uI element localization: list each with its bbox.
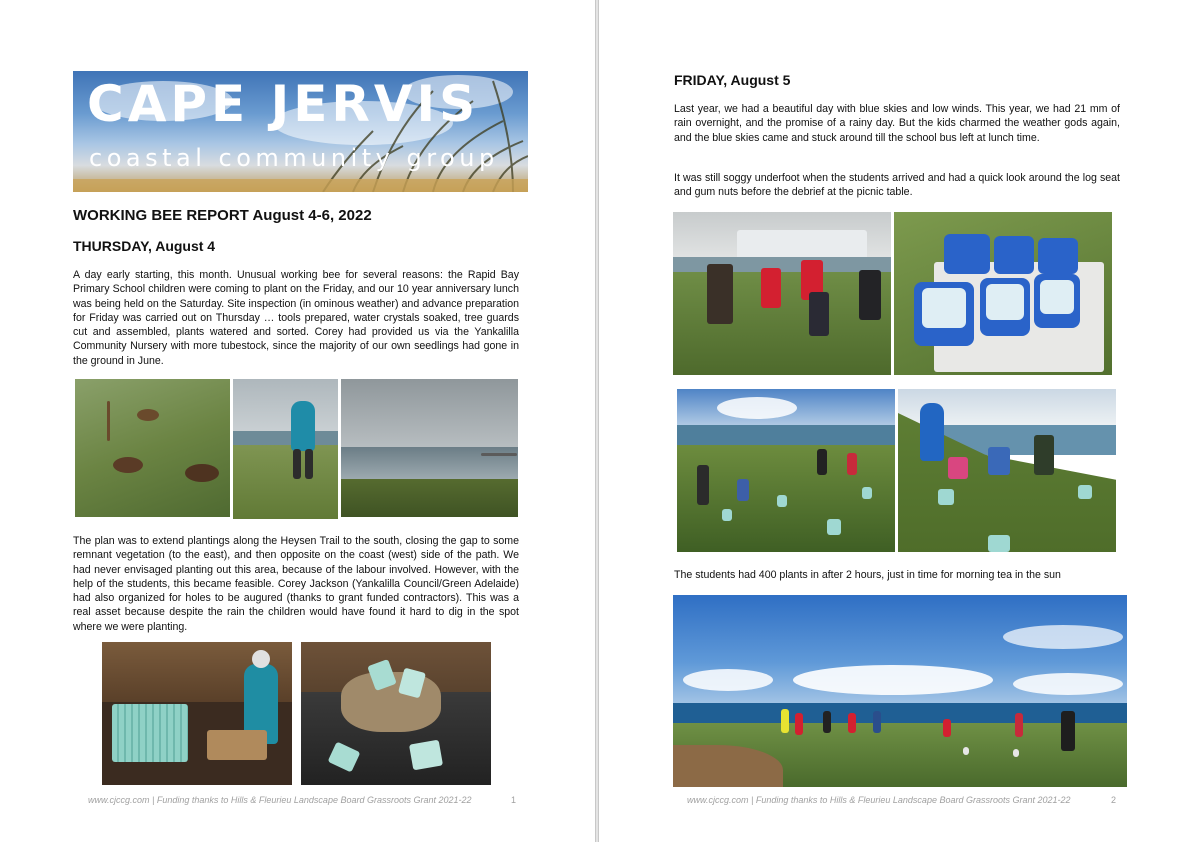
tree-guard (862, 487, 872, 499)
person-adult (1061, 711, 1075, 751)
student (847, 453, 857, 475)
photo-water-crystal-tubs (894, 212, 1112, 375)
water-crystals (1040, 280, 1074, 314)
report-title: WORKING BEE REPORT August 4-6, 2022 (73, 207, 372, 224)
page-1-footer: www.cjccg.com | Funding thanks to Hills & Fleurieu Landscape Board Grassroots Grant 2021-22 (88, 795, 472, 805)
student-dark-jacket (859, 270, 881, 320)
page-1-number: 1 (511, 795, 517, 805)
photo-group-morning-tea (673, 595, 1127, 787)
photo-students-arrive (673, 212, 891, 375)
student (795, 713, 803, 735)
student (823, 711, 831, 733)
thursday-heading: THURSDAY, August 4 (73, 238, 216, 254)
tree-guard (409, 740, 443, 771)
tree-guard (777, 495, 787, 507)
page-2-number: 2 (1111, 795, 1117, 805)
cloud (1003, 625, 1123, 649)
student-red-jacket (761, 268, 781, 308)
tree-guard (988, 535, 1010, 552)
jetty (481, 453, 517, 456)
person-leg (293, 449, 301, 479)
auger-hole (185, 464, 219, 482)
person-hat (252, 650, 270, 668)
tree-guard (963, 747, 969, 755)
marker-stake (107, 401, 110, 441)
person-hi-vis (781, 709, 789, 733)
cloud (793, 665, 993, 695)
person-adult (707, 264, 733, 324)
tree-guard (827, 519, 841, 535)
photo-grass (75, 379, 230, 517)
friday-heading: FRIDAY, August 5 (674, 72, 791, 88)
cape-jervis-banner (73, 71, 528, 192)
banner-title: CAPE JERVIS (87, 75, 480, 133)
photo-grass (341, 479, 518, 517)
photo-sea (677, 425, 895, 445)
auger-hole (113, 457, 143, 473)
person-leg (305, 449, 313, 479)
thursday-paragraph-1: A day early starting, this month. Unusual working bee for several reasons: the Rapid Bay Primary School children were coming to plant on the Friday, and our 10 year anniversary lunch was being held on the Saturday. Site inspection (in ominous weather) and advance preparation for Friday was carried out on Thursday … tools prepared, water crystals soaked, tree guards cut and assembled, plants watered and sorted. Corey had provided us via the Yankalilla Community Nursery with more tubestock, since the majority of our own seedlings had gone in the ground in June. (73, 269, 519, 367)
water-crystals (986, 284, 1024, 320)
friday-paragraph-1: Last year, we had a beautiful day with blue skies and low winds. This year, we had 21 mm of rain overnight, and the promise of a rainy day. But the kids charmed the weather gods again, and the blue skies came and stuck around till the school bus left at lunch time. (674, 103, 1120, 144)
cloud (717, 397, 797, 419)
photo-sea (233, 431, 338, 445)
student (848, 713, 856, 733)
student-pink-jacket (948, 457, 968, 479)
cloud (683, 669, 773, 691)
cloud (1013, 673, 1123, 695)
water-crystals (922, 288, 966, 328)
photo-sky (233, 379, 338, 439)
student (943, 719, 951, 737)
thursday-paragraph-2: The plan was to extend plantings along the Heysen Trail to the south, closing the gap to some remnant vegetation (to the east), and then opposite on the coast (west) side of the path. We had never envisaged planting out this area, because of the labour involved. However, with the help of the students, this became feasible. Corey Jackson (Yankalilla Council/Green Adelaide) had also organized for holes to be augured (thanks to grant funded contractors). This was a real asset because despite the rain the children would have found it hard to dig in the spot where we were planting. (73, 535, 519, 633)
tree-guard (1013, 749, 1019, 757)
friday-paragraph-2: It was still soggy underfoot when the students arrived and had a quick look around the log seat and gum nuts before the debrief at the picnic table. (674, 172, 1120, 199)
tree-guard (938, 489, 954, 505)
person-adult (1034, 435, 1054, 475)
photo-students-digging (898, 389, 1116, 552)
person-blue-jacket (291, 401, 315, 451)
photo-tree-guards-bags (301, 642, 491, 785)
tree-guard (722, 509, 732, 521)
blue-tub (1038, 238, 1078, 274)
banner-subtitle: coastal community group (89, 144, 499, 172)
page-1 (0, 0, 596, 842)
person-adult (697, 465, 709, 505)
auger-hole (137, 409, 159, 421)
page-2-footer: www.cjccg.com | Funding thanks to Hills & Fleurieu Landscape Board Grassroots Grant 2021-22 (687, 795, 1071, 805)
student-blue-jacket (920, 403, 944, 461)
blue-tub (944, 234, 990, 274)
photo-auger-holes (75, 379, 230, 517)
photo-woman-in-rain (233, 379, 338, 519)
blue-tub (994, 236, 1034, 274)
photo-students-planting-jetty (677, 389, 895, 552)
workbench (207, 730, 267, 760)
student (737, 479, 749, 501)
photo-sky (341, 379, 518, 449)
photo-grass (233, 445, 338, 519)
photo-shed-preparation (102, 642, 292, 785)
student (1015, 713, 1023, 737)
student (817, 449, 827, 475)
photo-stormy-coast (341, 379, 518, 517)
planting-caption: The students had 400 plants in after 2 hours, just in time for morning tea in the sun (674, 569, 1061, 581)
tree-guard (1078, 485, 1092, 499)
tree-guards-stack (112, 704, 188, 762)
photo-sea (673, 257, 891, 272)
student (873, 711, 881, 733)
student-dark-jacket (809, 292, 829, 336)
photo-sea (673, 703, 1127, 725)
student (988, 447, 1010, 475)
ferry (737, 230, 867, 260)
page-2 (598, 0, 1193, 842)
